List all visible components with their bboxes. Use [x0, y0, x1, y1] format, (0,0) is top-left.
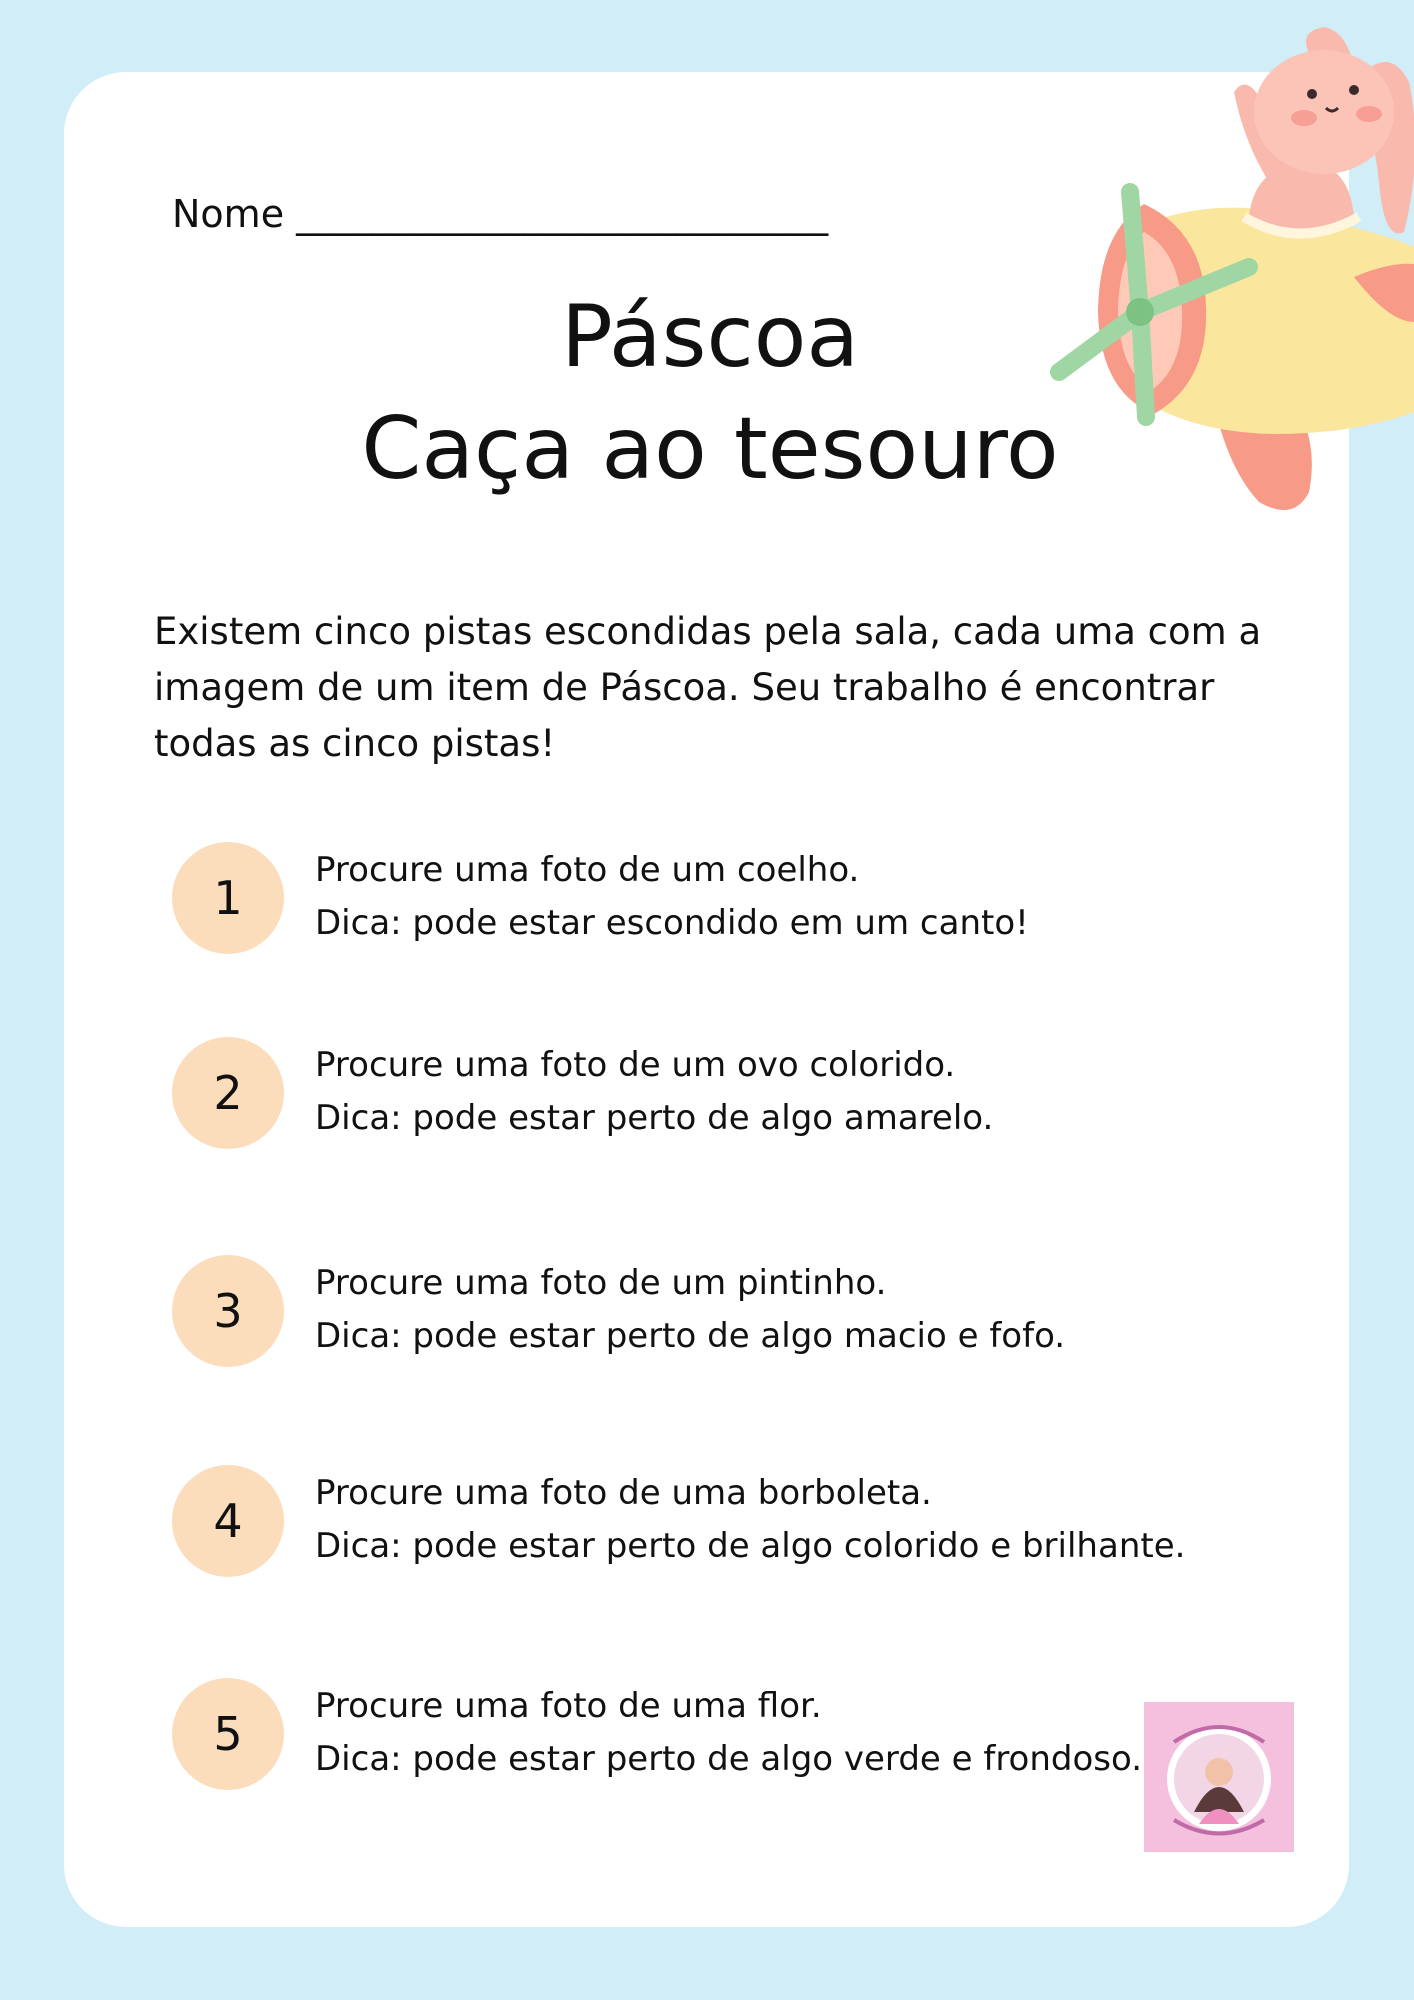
clue-item — [172, 1037, 1172, 1149]
clue-task: Procure uma foto de uma flor. — [315, 1686, 822, 1726]
clue-hint: Dica: pode estar escondido em um canto! — [315, 903, 1029, 943]
clue-number-badge: 4 — [172, 1465, 284, 1577]
clue-item — [172, 1465, 1186, 1577]
clue-task: Procure uma foto de um ovo colorido. — [315, 1045, 956, 1085]
intro-paragraph: Existem cinco pistas escondidas pela sala, cada uma com a imagem de um item de Páscoa. Seu trabalho é encontrar todas as cinco pistas! — [154, 610, 1262, 765]
clue-item — [172, 1255, 1172, 1367]
clue-hint: Dica: pode estar perto de algo colorido e brilhante. — [315, 1526, 1186, 1566]
teacher-profile-badge — [1144, 1702, 1294, 1852]
clue-number-badge: 5 — [172, 1678, 284, 1790]
clue-task: Procure uma foto de um coelho. — [315, 850, 860, 890]
clue-task: Procure uma foto de uma borboleta. — [315, 1473, 932, 1513]
clue-hint: Dica: pode estar perto de algo verde e frondoso. — [315, 1739, 1143, 1779]
clue-hint: Dica: pode estar perto de algo macio e fofo. — [315, 1316, 1066, 1356]
name-field-label: Nome ____________________________ — [172, 192, 829, 236]
clue-number-badge: 3 — [172, 1255, 284, 1367]
profile-photo-icon — [1144, 1702, 1294, 1852]
clue-item — [172, 1678, 1172, 1790]
clue-hint: Dica: pode estar perto de algo amarelo. — [315, 1098, 994, 1138]
page-title: Páscoa — [560, 287, 860, 387]
clue-number-badge: 1 — [172, 842, 284, 954]
page-subtitle: Caça ao tesouro — [361, 399, 1059, 499]
clue-item — [172, 842, 1172, 954]
clue-task: Procure uma foto de um pintinho. — [315, 1263, 887, 1303]
clue-number-badge: 2 — [172, 1037, 284, 1149]
